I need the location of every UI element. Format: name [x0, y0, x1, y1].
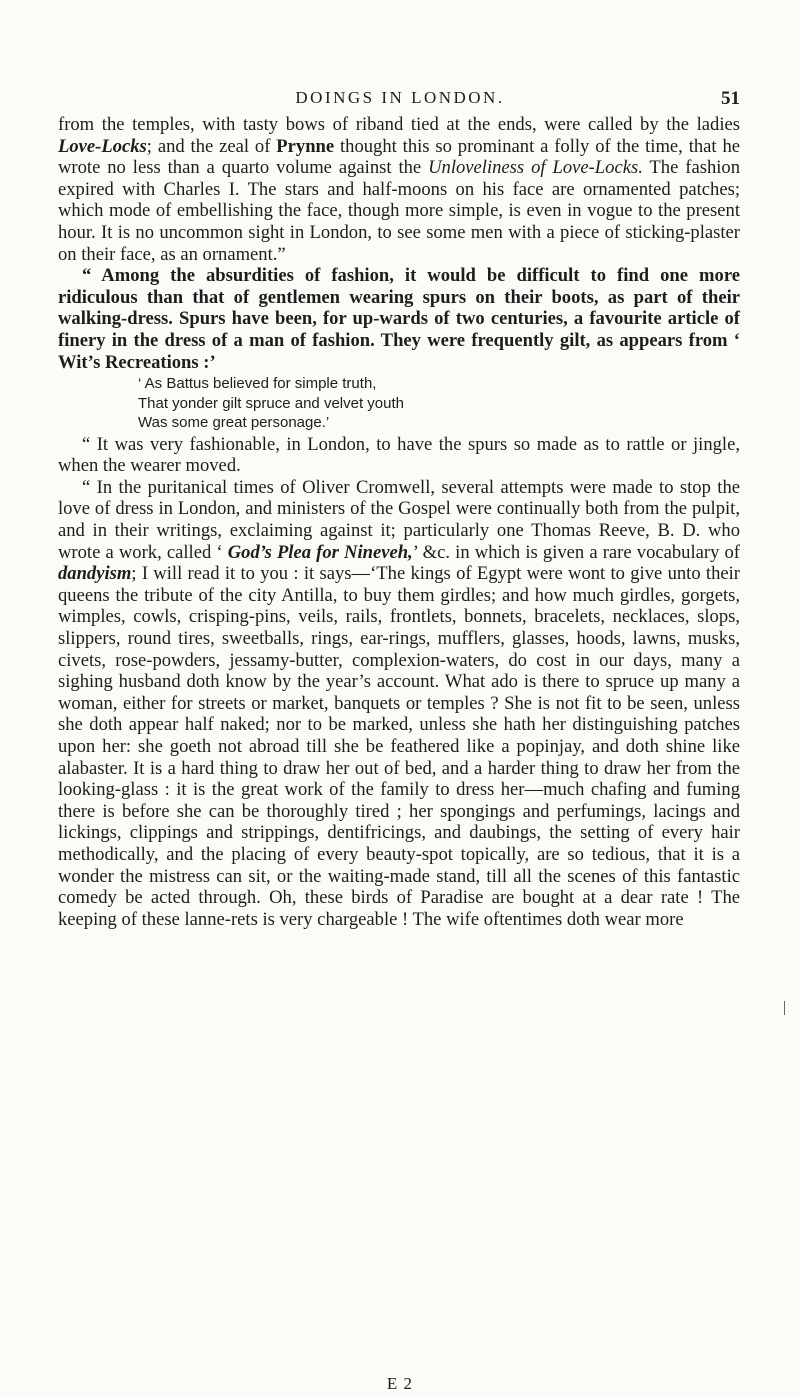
- text-run: dandyism: [58, 563, 132, 585]
- paragraph: [58, 114, 740, 265]
- verse-line: ‘ As Battus believed for simple truth,: [138, 375, 377, 393]
- paragraph: [58, 265, 740, 373]
- paragraph: [58, 434, 740, 477]
- text-run: “ Among the absurdities of fashion, it would be difficult to find one more ridiculous than that of gentlemen wearing spurs on their boots, as part of their walking-dress. Spurs have been, for up-wards of two centuries, a favourite article of finery in the dress of a man of fashion. They were frequently gilt, as appears from ‘ Wit’s Recreations :’: [58, 265, 740, 373]
- text-run: “ In the puritanical times of Oliver Cromwell, several attempts were made to stop the love of dress in London, and ministers of the Gospel were continually both from the pulpit, and in their writings, exclaiming against it; particularly one Thomas Reeve, B. D. who wrote a work, called ‘: [58, 476, 740, 563]
- paragraphs-before-verse: [58, 114, 740, 373]
- text-run: ; I will read it to you : it says—‘The kings of Egypt were wont to give unto their queens the tribute of the city Antilla, to buy them girdles; and how much girdles, gorgets, wimples, cowls, crisping-pins, veils, rails, frontlets, bonnets, bracelets, necklaces, slops, slippers, round tires, sweetballs, rings, ear-rings, mufflers, glasses, hoods, lawns, musks, civets, rose-powders, jessamy-butter, complexion-waters, do cost in our days, many a sighing husband doth know by the year’s account. What ado is there to spruce up many a woman, either for streets or market, banquets or temples ? She is not fit to be seen, unless she doth appear half naked; nor to be marked, unless she hath her distinguishing patches upon her: she goeth not abroad till she be feathered like a popinjay, and doth shine like alabaster. It is a hard thing to draw her out of bed, and a harder thing to draw her from the looking-glass : it is the great work of the family to dress her—much chafing and fuming there is before she can be thoroughly tired ; her spongings and perfumings, lacings and lickings, clippings and strippings, dentifricings, and daubings, the setting of every hair methodically, and the placing of every beauty-spot topically, are so tedious, that it is a wonder the mistress can sit, or the waiting-made stand, till all the scenes of this fantastic comedy be acted through. Oh, these birds of Paradise are bought at a dear rate ! The keeping of these lanne-rets is very chargeable ! The wife oftentimes doth wear more: [58, 563, 740, 930]
- paragraph: [58, 477, 740, 930]
- text-run: The fashion expired with Charles I. The stars and half-moons on his face are ornamented patches; which mode of embellishing the face, though more simple, is even in vogue to the present hour. It is no uncommon sight in London, to see some men with a piece of sticking-plaster on their face, as an ornament.”: [58, 157, 741, 265]
- running-title: DOINGS IN LONDON.: [295, 88, 505, 107]
- verse-line: That yonder gilt spruce and velvet youth: [138, 394, 404, 412]
- text-run: God’s Plea for Nineveh,: [227, 541, 413, 563]
- text-run: Love-Locks: [58, 135, 147, 157]
- text-run: Prynne: [276, 135, 335, 157]
- verse-line: Was some great personage.’: [138, 414, 330, 432]
- paragraphs-after-verse: [58, 434, 740, 931]
- verse-quotation: [58, 374, 740, 433]
- signature-mark: E 2: [386, 1374, 414, 1393]
- margin-mark: [784, 1001, 785, 1015]
- text-run: Unloveliness of Love-Locks.: [428, 157, 643, 179]
- text-run: from the temples, with tasty bows of riband tied at the ends, were called by the ladies: [58, 114, 740, 135]
- page-number: 51: [721, 88, 740, 109]
- text-run: ’ &c. in which is given a rare vocabulary of: [412, 541, 741, 563]
- text-run: “ It was very fashionable, in London, to have the spurs so made as to rattle or jingle, when the wearer moved.: [58, 433, 740, 477]
- body-text: [58, 114, 740, 930]
- text-run: ; and the zeal of: [146, 135, 277, 157]
- text-run: thought this so prominant a folly of the time, that he wrote no less than a quarto volume against the: [58, 135, 740, 179]
